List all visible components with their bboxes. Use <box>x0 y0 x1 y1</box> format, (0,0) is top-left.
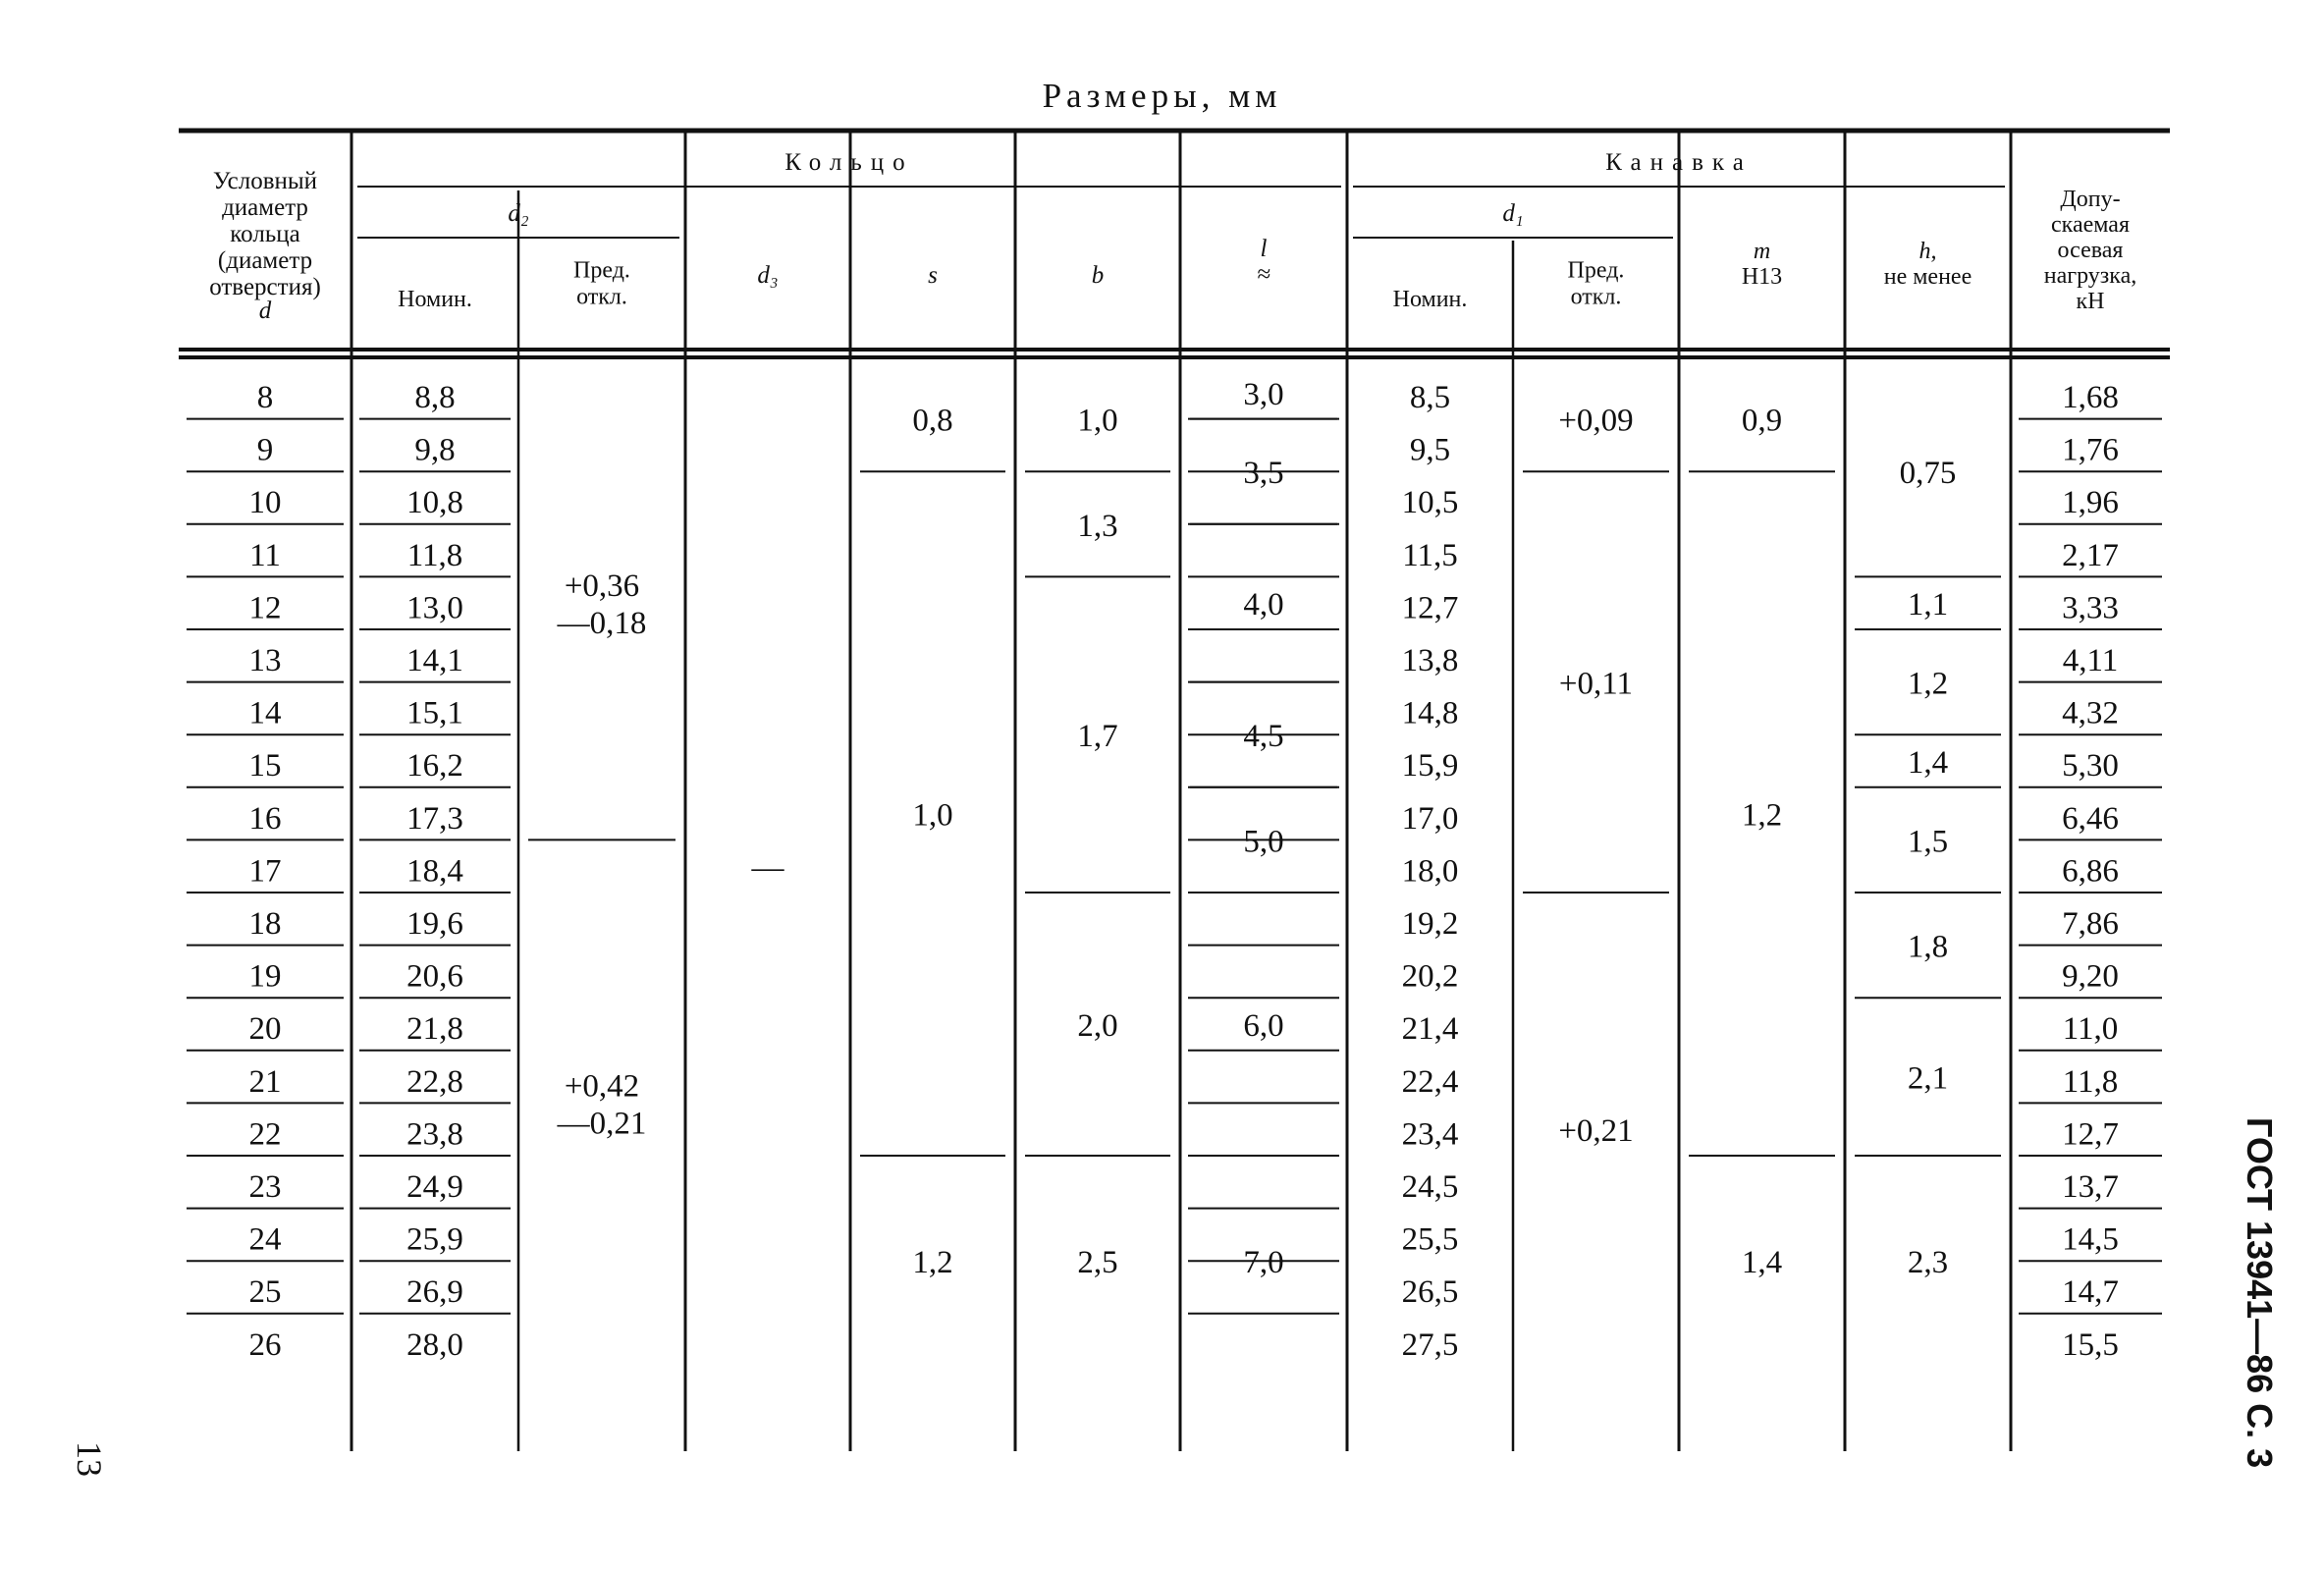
cell-d: 8 <box>256 380 274 415</box>
header-d1-deviation: Пред. <box>1567 257 1625 284</box>
cell-d: 10 <box>248 485 282 521</box>
cell-d3: — <box>751 850 784 887</box>
table-caption: Размеры, мм <box>1042 77 1282 115</box>
cell-l: 4,5 <box>1243 719 1284 755</box>
cell-d2-nominal: 20,6 <box>406 958 463 995</box>
cell-d2-nominal: 13,0 <box>406 590 463 626</box>
cell-l: 3,5 <box>1243 456 1284 492</box>
cell-d1-nominal: 17,0 <box>1401 800 1459 837</box>
header-diameter-label: кольца <box>230 221 300 247</box>
cell-d1-nominal: 22,4 <box>1401 1063 1459 1100</box>
cell-l: 4,0 <box>1243 587 1284 623</box>
cell-d: 18 <box>248 906 282 942</box>
cell-h: 1,5 <box>1907 824 1949 860</box>
header-diameter-label: Условный <box>212 168 318 194</box>
header-ring-group: Кольцо <box>784 149 914 176</box>
cell-d: 16 <box>248 800 282 837</box>
cell-load: 14,7 <box>2062 1274 2119 1311</box>
cell-d: 24 <box>248 1221 282 1258</box>
cell-load: 6,86 <box>2062 853 2119 890</box>
cell-d2-nominal: 16,2 <box>406 748 463 785</box>
cell-d: 9 <box>256 432 274 468</box>
header-load: нагрузка, <box>2043 263 2137 289</box>
cell-load: 1,68 <box>2062 380 2119 415</box>
cell-d1-nominal: 27,5 <box>1401 1326 1459 1363</box>
cell-s: 1,0 <box>912 797 953 834</box>
cell-d2-nominal: 9,8 <box>414 432 456 468</box>
cell-load: 3,33 <box>2062 590 2119 626</box>
cell-d2-nominal: 18,4 <box>406 853 463 890</box>
cell-b: 1,3 <box>1077 508 1118 544</box>
header-groove-group: Канавка <box>1605 149 1753 176</box>
cell-d2-nominal: 14,1 <box>406 643 463 678</box>
cell-d2-nominal: 24,9 <box>406 1169 463 1205</box>
cell-d1-nominal: 19,2 <box>1401 906 1459 942</box>
cell-d1-nominal: 26,5 <box>1401 1274 1459 1311</box>
cell-load: 11,8 <box>2062 1063 2119 1100</box>
header-l: l <box>1260 236 1268 262</box>
cell-d1-nominal: 13,8 <box>1401 643 1459 678</box>
cell-b: 1,0 <box>1077 403 1118 439</box>
cell-h: 1,8 <box>1907 929 1949 965</box>
cell-d: 22 <box>248 1116 282 1153</box>
cell-d2-nominal: 22,8 <box>406 1063 463 1100</box>
cell-d1-nominal: 20,2 <box>1401 958 1459 995</box>
cell-l: 6,0 <box>1243 1008 1284 1044</box>
table-rules <box>179 131 2170 1451</box>
cell-d1-nominal: 25,5 <box>1401 1221 1459 1258</box>
cell-d2-nominal: 8,8 <box>414 380 456 415</box>
cell-h: 1,1 <box>1907 587 1949 623</box>
cell-d1-nominal: 9,5 <box>1409 432 1451 468</box>
cell-d: 26 <box>248 1326 282 1363</box>
cell-load: 7,86 <box>2062 906 2119 942</box>
cell-load: 1,76 <box>2062 432 2119 468</box>
cell-d: 11 <box>249 537 281 573</box>
cell-s: 1,2 <box>912 1245 953 1281</box>
header-diameter-symbol: d <box>258 298 272 324</box>
header-h: не менее <box>1883 264 1973 290</box>
cell-load: 15,5 <box>2062 1326 2119 1363</box>
cell-d1-nominal: 24,5 <box>1401 1169 1459 1205</box>
header-load: скаемая <box>2051 212 2130 238</box>
header-h: h, <box>1919 239 1937 264</box>
cell-h: 0,75 <box>1899 456 1957 492</box>
standard-page-label: ГОСТ 13941—86 С. 3 <box>2240 1117 2280 1469</box>
cell-m: 0,9 <box>1741 403 1783 439</box>
cell-l: 3,0 <box>1243 376 1284 412</box>
cell-d: 15 <box>248 748 282 785</box>
cell-d: 14 <box>248 695 282 731</box>
cell-l: 7,0 <box>1243 1245 1284 1281</box>
table-body <box>249 377 2119 1363</box>
cell-d: 17 <box>248 853 282 890</box>
cell-l: 5,0 <box>1243 824 1284 860</box>
cell-d1-dev: +0,21 <box>1558 1113 1634 1150</box>
cell-load: 6,46 <box>2062 800 2119 837</box>
header-d1: d₁ <box>1502 200 1524 227</box>
cell-load: 5,30 <box>2062 748 2119 785</box>
cell-d1-nominal: 23,4 <box>1401 1116 1459 1153</box>
cell-d: 23 <box>248 1169 282 1205</box>
cell-d: 25 <box>248 1274 282 1311</box>
cell-b: 1,7 <box>1077 719 1118 755</box>
cell-d2-nominal: 28,0 <box>406 1326 463 1363</box>
header-diameter-label: диаметр <box>222 194 308 221</box>
cell-d1-nominal: 8,5 <box>1409 380 1451 415</box>
cell-load: 12,7 <box>2062 1116 2119 1153</box>
cell-load: 11,0 <box>2062 1011 2119 1048</box>
cell-load: 4,11 <box>2062 643 2119 678</box>
cell-d1-nominal: 12,7 <box>1401 590 1459 626</box>
cell-d2-nominal: 10,8 <box>406 485 463 521</box>
cell-d2-nominal: 23,8 <box>406 1116 463 1153</box>
cell-b: 2,0 <box>1077 1008 1118 1044</box>
cell-d: 13 <box>248 643 282 678</box>
cell-h: 1,2 <box>1907 666 1949 702</box>
header-d3: d₃ <box>757 262 779 289</box>
header-l: ≈ <box>1257 261 1270 288</box>
page-number: 13 <box>70 1441 109 1477</box>
cell-d: 20 <box>248 1011 282 1048</box>
cell-load: 14,5 <box>2062 1221 2119 1258</box>
cell-m: 1,2 <box>1741 797 1783 834</box>
header-load: кН <box>2076 289 2105 314</box>
cell-load: 4,32 <box>2062 695 2119 731</box>
cell-d1-nominal: 11,5 <box>1402 537 1458 573</box>
header-s: s <box>928 262 938 289</box>
cell-d1-nominal: 15,9 <box>1401 748 1459 785</box>
header-load: осевая <box>2057 238 2124 263</box>
header-diameter-label: отверстия) <box>209 274 321 300</box>
header-d2-deviation: откл. <box>576 284 627 310</box>
header-m: H13 <box>1741 264 1783 290</box>
cell-d: 21 <box>248 1063 282 1100</box>
cell-d2-nominal: 11,8 <box>406 537 463 573</box>
header-d1-deviation: откл. <box>1570 284 1622 310</box>
header-d2-nominal: Номин. <box>398 287 472 312</box>
header-d2: d₂ <box>508 200 529 227</box>
cell-load: 9,20 <box>2062 958 2119 995</box>
header-b: b <box>1091 262 1105 289</box>
cell-d2-nominal: 19,6 <box>406 906 463 942</box>
cell-d1-dev: +0,09 <box>1558 403 1634 439</box>
cell-load: 13,7 <box>2062 1169 2119 1205</box>
cell-d2-nominal: 26,9 <box>406 1274 463 1311</box>
cell-d2-dev: +0,42 <box>564 1068 640 1105</box>
cell-d2-dev: +0,36 <box>564 568 640 605</box>
cell-d1-nominal: 14,8 <box>1401 695 1459 731</box>
header-load: Допу- <box>2060 187 2121 212</box>
cell-d2-nominal: 25,9 <box>406 1221 463 1258</box>
cell-load: 2,17 <box>2062 537 2119 573</box>
cell-d: 12 <box>248 590 282 626</box>
cell-h: 1,4 <box>1907 745 1949 781</box>
cell-h: 2,1 <box>1907 1060 1949 1097</box>
cell-m: 1,4 <box>1741 1245 1783 1281</box>
cell-load: 1,96 <box>2062 485 2119 521</box>
cell-d2-nominal: 21,8 <box>406 1011 463 1048</box>
cell-d1-nominal: 21,4 <box>1401 1011 1459 1048</box>
cell-d1-nominal: 10,5 <box>1401 485 1459 521</box>
cell-d2-nominal: 15,1 <box>406 695 463 731</box>
cell-d2-nominal: 17,3 <box>406 800 463 837</box>
header-m: m <box>1753 239 1771 264</box>
cell-d2-dev: —0,21 <box>557 1106 647 1142</box>
cell-s: 0,8 <box>912 403 953 439</box>
cell-h: 2,3 <box>1907 1245 1949 1281</box>
cell-d1-dev: +0,11 <box>1558 666 1634 702</box>
cell-d: 19 <box>248 958 282 995</box>
header-d1-nominal: Номин. <box>1392 287 1468 312</box>
header-diameter-label: (диаметр <box>217 247 313 274</box>
header-d2-deviation: Пред. <box>573 257 630 284</box>
cell-d1-nominal: 18,0 <box>1401 853 1459 890</box>
cell-d2-dev: —0,18 <box>557 606 647 642</box>
cell-b: 2,5 <box>1077 1245 1118 1281</box>
